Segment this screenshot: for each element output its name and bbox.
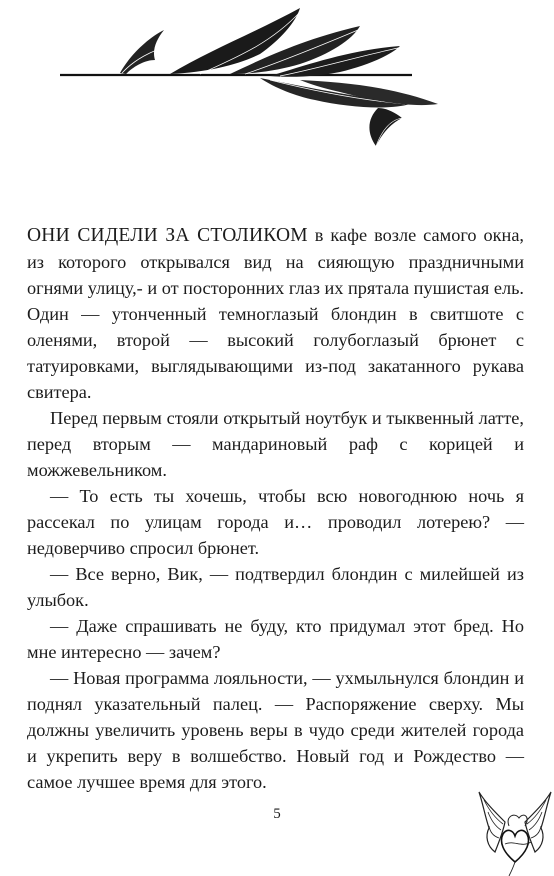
paragraph: Перед первым стояли открытый ноутбук и тыквенный латте, перед вторым — мандариновый раф с корицей и можжевельником. (27, 408, 524, 480)
feather-branch-ornament (60, 0, 450, 150)
page-number: 5 (273, 806, 281, 822)
paragraph: — Новая программа лояльности, — ухмыльнулся блондин и поднял указательный палец. — Распоряжение сверху. Мы должны увеличить уровень веры в чудо среди жителей города и укрепить веру в волшебство. Новый год и Рождество — самое лучшее время для этого. (27, 668, 524, 792)
winged-heart-ornament (475, 782, 554, 876)
paragraph: — Даже спрашивать не буду, кто придумал этот бред. Но мне интересно — зачем? (27, 616, 524, 662)
main-text (27, 222, 524, 795)
paragraph (27, 222, 524, 405)
paragraph-text: в кафе возле самого окна, из которого открывался вид на сияющую праздничными огнями улицу,- и от посторонних глаз их прятала пушистая ель. Один — утонченный темноглазый блондин в свитшоте с оленями, второй — высокий голубоглазый брюнет с татуировками, выглядывающими из-под закатанного рукава свитера. (27, 225, 525, 402)
lead-in-caps: ОНИ СИДЕЛИ ЗА СТОЛИКОМ (27, 225, 308, 246)
paragraph: — То есть ты хочешь, чтобы всю новогоднюю ночь я рассекал по улицам города и… проводил лотерею? — недоверчиво спросил брюнет. (27, 486, 524, 558)
paragraph: — Все верно, Вик, — подтвердил блондин с милейшей из улыбок. (27, 564, 524, 610)
